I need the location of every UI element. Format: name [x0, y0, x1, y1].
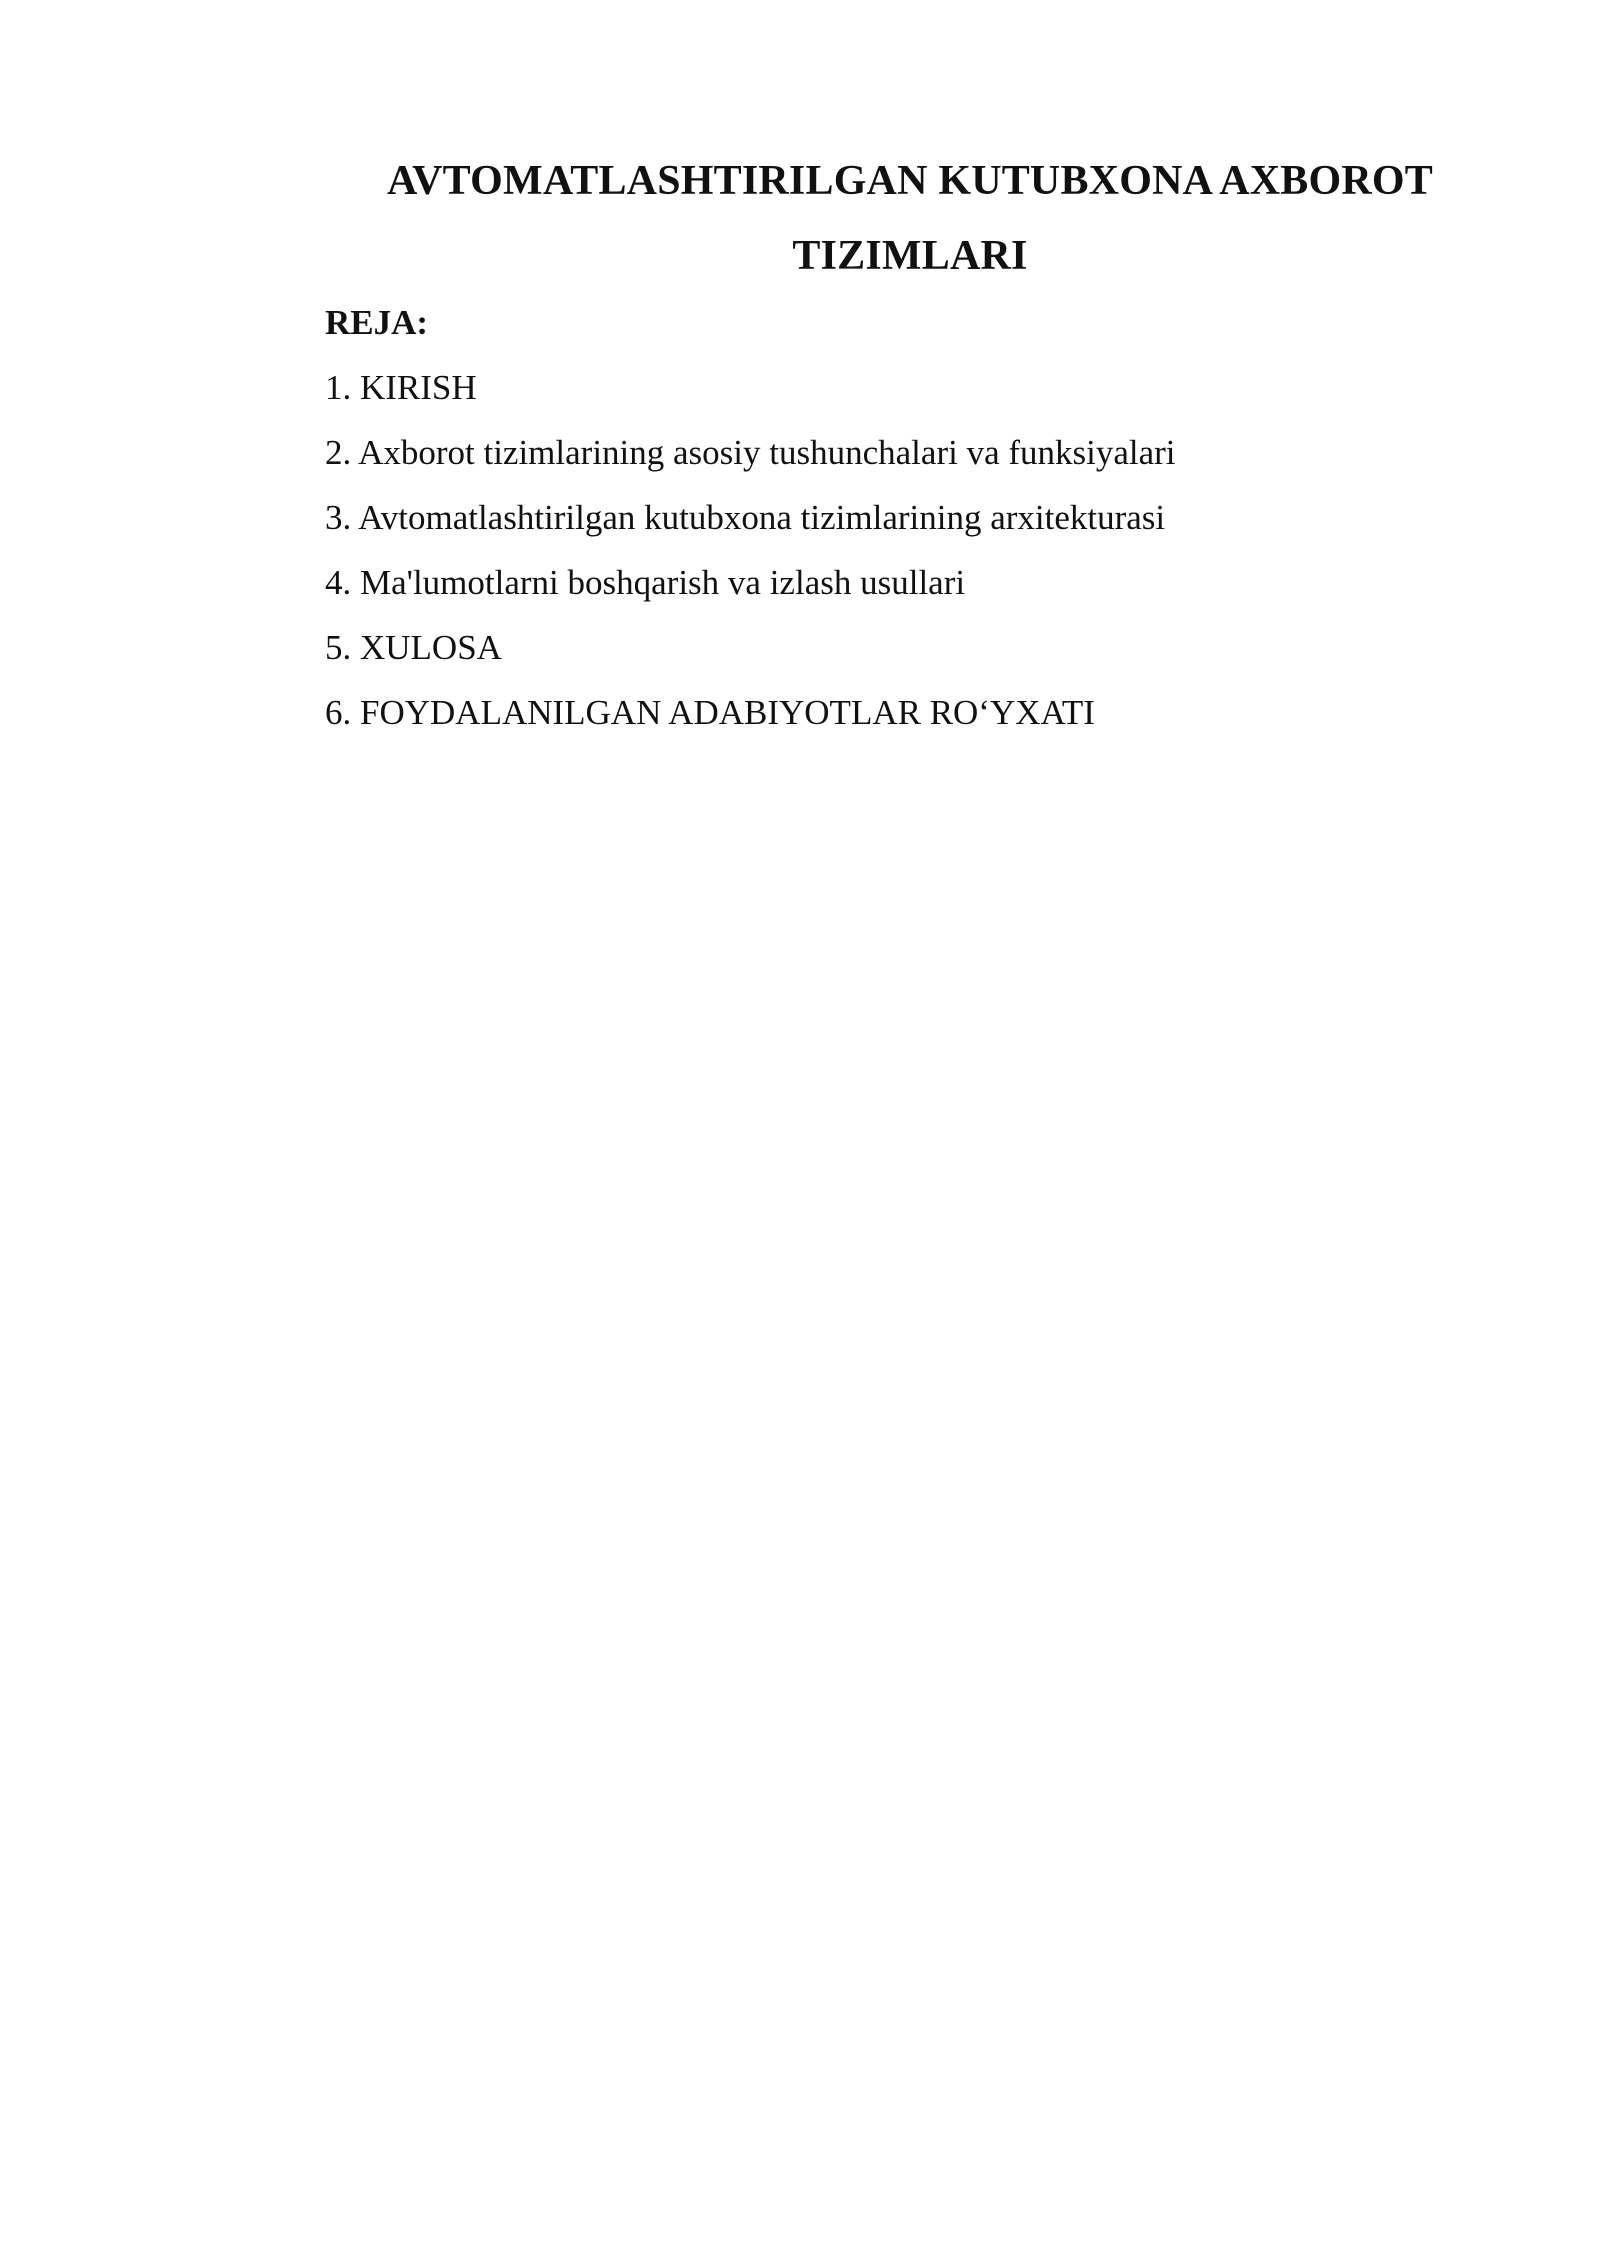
plan-item-introduction: 1. KIRISH — [325, 368, 477, 407]
plan-item-conclusion: 5. XULOSA — [325, 628, 502, 667]
plan-item-basic-concepts: 2. Axborot tizimlarining asosiy tushunchalari va funksiyalari — [325, 433, 1176, 472]
plan-item-architecture: 3. Avtomatlashtirilgan kutubxona tizimlarining arxitekturasi — [325, 498, 1166, 537]
plan-heading: REJA: — [325, 303, 429, 342]
plan-item-references: 6. FOYDALANILGAN ADABIYOTLAR RO‘YXATI — [325, 693, 1095, 732]
plan-list — [325, 363, 1176, 753]
document-title: AVTOMATLASHTIRILGAN KUTUBXONA AXBOROT TIZIMLARI — [387, 158, 1433, 279]
plan-item-data-management: 4. Ma'lumotlarni boshqarish va izlash usullari — [325, 563, 966, 602]
